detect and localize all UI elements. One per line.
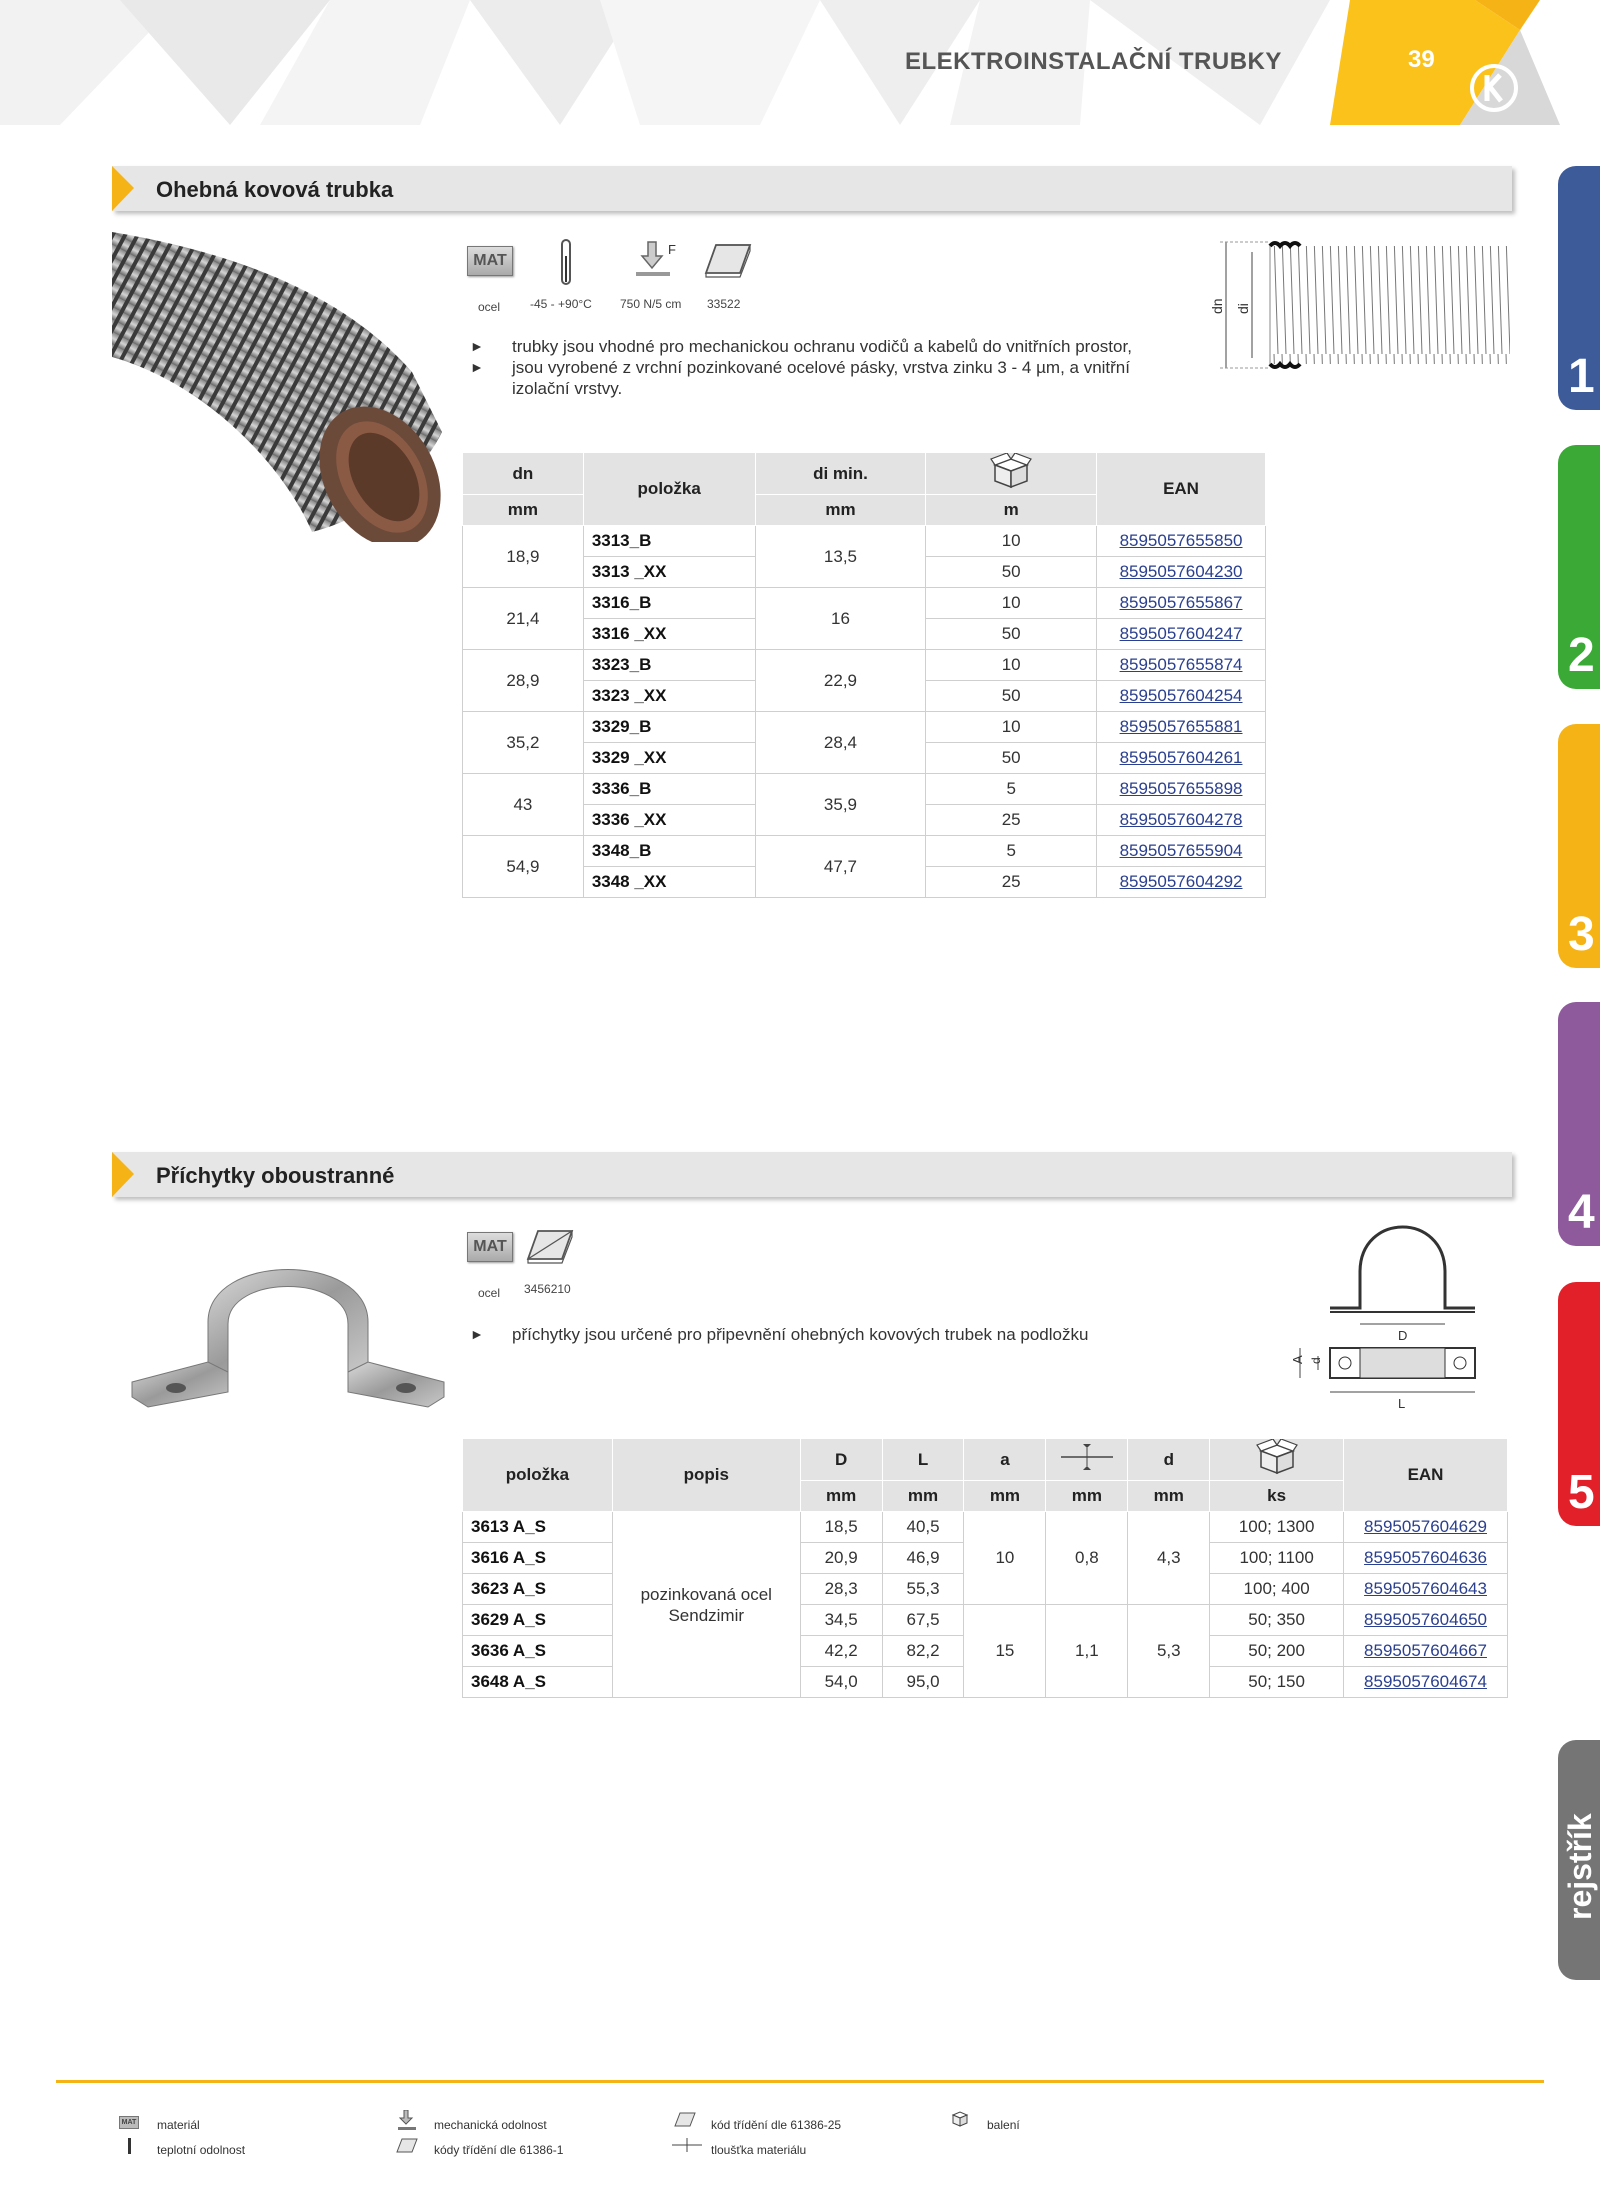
legend-packing: balení [987, 2118, 1020, 2132]
cell-pack: 50 [926, 557, 1097, 588]
cell-pack: 50; 200 [1210, 1636, 1344, 1667]
ean-link[interactable]: 8595057604650 [1344, 1605, 1508, 1636]
cell-D: 28,3 [800, 1574, 882, 1605]
cell-L: 67,5 [882, 1605, 964, 1636]
cell-L: 40,5 [882, 1512, 964, 1543]
cell-d: 4,3 [1128, 1512, 1210, 1605]
ean-link[interactable]: 8595057655867 [1097, 588, 1266, 619]
col-header-thickness [1046, 1439, 1128, 1481]
ean-link[interactable]: 8595057604247 [1097, 619, 1266, 650]
cell-dn: 35,2 [463, 712, 584, 774]
cell-pack: 100; 400 [1210, 1574, 1344, 1605]
side-tab-label: 4 [1568, 1186, 1595, 1239]
cell-item: 3616 A_S [463, 1543, 613, 1574]
material-icon [467, 1232, 513, 1262]
unit-thickness: mm [1046, 1481, 1128, 1512]
classification-code-icon [702, 243, 754, 279]
side-tab-4[interactable] [1558, 1002, 1600, 1246]
cell-item: 3323_B [583, 650, 755, 681]
cell-pack: 5 [926, 836, 1097, 867]
side-tab-label: 5 [1568, 1466, 1595, 1519]
section-title: Ohebná kovová trubka [156, 177, 394, 202]
cell-D: 54,0 [800, 1667, 882, 1698]
cell-pack: 10 [926, 712, 1097, 743]
page-number: 39 [1408, 46, 1435, 73]
feature-item: ► jsou vyrobené z vrchní pozinkované ocelové pásky, vrstva zinku 3 - 4 µm, a vnitřní izolační vrstvy. [470, 357, 1190, 399]
feature-list [470, 336, 1190, 399]
cell-d: 5,3 [1128, 1605, 1210, 1698]
heading-flag [112, 166, 134, 211]
header-triangles [0, 0, 1600, 125]
clip-dimension-diagram [1270, 1212, 1520, 1418]
ean-link[interactable]: 8595057655881 [1097, 712, 1266, 743]
col-header-item: položka [463, 1439, 613, 1512]
side-tab-index[interactable] [1558, 1740, 1600, 1980]
cell-dn: 21,4 [463, 588, 584, 650]
unit-a: mm [964, 1481, 1046, 1512]
cell-pack: 10 [926, 588, 1097, 619]
col-header-dn: dn [463, 453, 584, 495]
saddle-clip-photo [128, 1232, 448, 1412]
ean-link[interactable]: 8595057604254 [1097, 681, 1266, 712]
mechanical-force-icon [632, 240, 680, 282]
col-header-desc: popis [612, 1439, 800, 1512]
col-header-item: položka [583, 453, 755, 526]
ean-link[interactable]: 8595057655850 [1097, 526, 1266, 557]
cell-pack: 5 [926, 774, 1097, 805]
table-row [463, 526, 1266, 557]
ean-link[interactable]: 8595057604643 [1344, 1574, 1508, 1605]
cell-D: 18,5 [800, 1512, 882, 1543]
unit-pack: m [926, 495, 1097, 526]
cell-pack: 50 [926, 681, 1097, 712]
legend-code-icon [674, 2112, 696, 2128]
section-title: Příchytky oboustranné [156, 1163, 395, 1188]
legend-temperature: teplotní odolnost [157, 2143, 246, 2157]
legend-codes-icon [396, 2138, 418, 2154]
label-A: A [1290, 1355, 1305, 1364]
ean-link[interactable]: 8595057604278 [1097, 805, 1266, 836]
tube-spec-table [462, 452, 1266, 898]
side-tab-label: 3 [1568, 908, 1595, 961]
cell-pack: 50 [926, 619, 1097, 650]
side-tab-1[interactable] [1558, 166, 1600, 410]
legend-codes-61386-1: kódy třídění dle 61386-1 [434, 2143, 564, 2157]
cell-pack: 10 [926, 526, 1097, 557]
classification-code-icon [524, 1229, 576, 1265]
col-header-a: a [964, 1439, 1046, 1481]
dn-label: dn [1209, 298, 1225, 314]
feature-list [470, 1324, 1190, 1345]
col-header-di: di min. [755, 453, 926, 495]
di-label: di [1235, 303, 1251, 314]
col-header-D: D [800, 1439, 882, 1481]
cell-di: 35,9 [755, 774, 926, 836]
col-header-L: L [882, 1439, 964, 1481]
table-row [463, 836, 1266, 867]
table-row [463, 650, 1266, 681]
mat-badge: MAT [467, 246, 513, 276]
cell-item: 3336_B [583, 774, 755, 805]
unit-D: mm [800, 1481, 882, 1512]
ean-link[interactable]: 8595057604629 [1344, 1512, 1508, 1543]
ean-link[interactable]: 8595057655874 [1097, 650, 1266, 681]
col-header-ean: EAN [1344, 1439, 1508, 1512]
cell-dn: 54,9 [463, 836, 584, 898]
cell-item: 3636 A_S [463, 1636, 613, 1667]
cell-desc: pozinkovaná ocel Sendzimir [612, 1512, 800, 1698]
force-label: F [668, 242, 676, 257]
side-tab-2[interactable] [1558, 445, 1600, 689]
cell-item: 3336 _XX [583, 805, 755, 836]
mat-badge: MAT [467, 1232, 513, 1262]
cell-L: 95,0 [882, 1667, 964, 1698]
cell-di: 47,7 [755, 836, 926, 898]
legend-mat-icon: MAT [119, 2116, 139, 2129]
cell-dn: 28,9 [463, 650, 584, 712]
cell-pack: 100; 1100 [1210, 1543, 1344, 1574]
legend-code-61386-25: kód třídění dle 61386-25 [711, 2118, 842, 2132]
tube-dimension-diagram [1200, 234, 1520, 384]
cell-item: 3316_B [583, 588, 755, 619]
header-background [0, 0, 1600, 125]
flexible-tube-photo [112, 232, 447, 542]
material-icon [467, 246, 513, 276]
cell-pack: 10 [926, 650, 1097, 681]
ean-link[interactable]: 8595057604674 [1344, 1667, 1508, 1698]
cell-item: 3313_B [583, 526, 755, 557]
mechanical-value: 750 N/5 cm [620, 297, 682, 311]
cell-item: 3323 _XX [583, 681, 755, 712]
ean-link[interactable]: 8595057604667 [1344, 1636, 1508, 1667]
legend-material: materiál [157, 2118, 200, 2132]
box-package-icon [1255, 1439, 1299, 1475]
side-tab-3[interactable] [1558, 724, 1600, 968]
col-header-pack [926, 453, 1097, 495]
ean-link[interactable]: 8595057604636 [1344, 1543, 1508, 1574]
cell-D: 20,9 [800, 1543, 882, 1574]
feature-item: ► trubky jsou vhodné pro mechanickou ochranu vodičů a kabelů do vnitřních prostor, [470, 336, 1190, 357]
label-d: d [1309, 1357, 1323, 1364]
cell-L: 46,9 [882, 1543, 964, 1574]
cell-item: 3613 A_S [463, 1512, 613, 1543]
ean-link[interactable]: 8595057655898 [1097, 774, 1266, 805]
cell-item: 3316 _XX [583, 619, 755, 650]
unit-pack: ks [1210, 1481, 1344, 1512]
cell-thickness: 1,1 [1046, 1605, 1128, 1698]
cell-item: 3623 A_S [463, 1574, 613, 1605]
label-D: D [1398, 1328, 1408, 1343]
cell-a: 15 [964, 1605, 1046, 1698]
cell-D: 34,5 [800, 1605, 882, 1636]
unit-d: mm [1128, 1481, 1210, 1512]
cell-L: 82,2 [882, 1636, 964, 1667]
col-header-pack [1210, 1439, 1344, 1481]
table-row [463, 774, 1266, 805]
side-tab-label: 1 [1568, 350, 1595, 403]
legend-box-icon [950, 2110, 970, 2128]
cell-item: 3348 _XX [583, 867, 755, 898]
cell-thickness: 0,8 [1046, 1512, 1128, 1605]
cell-a: 10 [964, 1512, 1046, 1605]
unit-L: mm [882, 1481, 964, 1512]
header-title: ELEKTROINSTALAČNÍ TRUBKY [905, 48, 1282, 75]
cell-item: 3329_B [583, 712, 755, 743]
cell-item: 3629 A_S [463, 1605, 613, 1636]
cell-pack: 25 [926, 867, 1097, 898]
cell-D: 42,2 [800, 1636, 882, 1667]
cell-item: 3329 _XX [583, 743, 755, 774]
cell-pack: 50; 350 [1210, 1605, 1344, 1636]
material-value: ocel [478, 1286, 501, 1300]
table-row [463, 1512, 1508, 1543]
temperature-value: -45 - +90°C [530, 297, 592, 311]
legend-mechanical: mechanická odolnost [434, 2118, 547, 2132]
material-value: ocel [478, 300, 501, 314]
cell-pack: 25 [926, 805, 1097, 836]
legend-thermometer-icon [127, 2138, 133, 2154]
ean-link[interactable]: 8595057604261 [1097, 743, 1266, 774]
footer-divider [56, 2080, 1544, 2083]
cell-dn: 43 [463, 774, 584, 836]
cell-di: 22,9 [755, 650, 926, 712]
thermometer-icon [556, 238, 576, 290]
ean-link[interactable]: 8595057655904 [1097, 836, 1266, 867]
legend-thickness: tloušťka materiálu [711, 2143, 807, 2157]
side-tab-5[interactable] [1558, 1282, 1600, 1526]
cell-item: 3648 A_S [463, 1667, 613, 1698]
cell-di: 16 [755, 588, 926, 650]
legend-mechanical-icon [396, 2110, 418, 2132]
classification-code-value: 3456210 [524, 1282, 571, 1296]
table-row [463, 588, 1266, 619]
col-header-ean: EAN [1097, 453, 1266, 526]
section-heading-flexible-tube [112, 166, 1512, 211]
classification-code-value: 33522 [707, 297, 741, 311]
cell-pack: 50; 150 [1210, 1667, 1344, 1698]
unit-dn: mm [463, 495, 584, 526]
cell-item: 3313 _XX [583, 557, 755, 588]
ean-link[interactable]: 8595057604292 [1097, 867, 1266, 898]
box-package-icon [989, 453, 1033, 489]
side-tab-label: 2 [1568, 629, 1595, 682]
legend-thickness-icon [672, 2138, 702, 2152]
feature-item: ► příchytky jsou určené pro připevnění ohebných kovových trubek na podložku [470, 1324, 1190, 1345]
cell-di: 13,5 [755, 526, 926, 588]
side-tab-label: rejstřík [1562, 1813, 1598, 1920]
cell-L: 55,3 [882, 1574, 964, 1605]
heading-flag [112, 1152, 134, 1197]
cell-dn: 18,9 [463, 526, 584, 588]
col-header-d: d [1128, 1439, 1210, 1481]
unit-di: mm [755, 495, 926, 526]
cell-pack: 100; 1300 [1210, 1512, 1344, 1543]
label-L: L [1398, 1396, 1406, 1411]
thickness-icon [1057, 1444, 1117, 1470]
cell-di: 28,4 [755, 712, 926, 774]
section-heading-clips [112, 1152, 1512, 1197]
brand-logo-icon [1468, 62, 1520, 114]
cell-pack: 50 [926, 743, 1097, 774]
clip-spec-table [462, 1438, 1508, 1698]
ean-link[interactable]: 8595057604230 [1097, 557, 1266, 588]
table-row [463, 712, 1266, 743]
cell-item: 3348_B [583, 836, 755, 867]
